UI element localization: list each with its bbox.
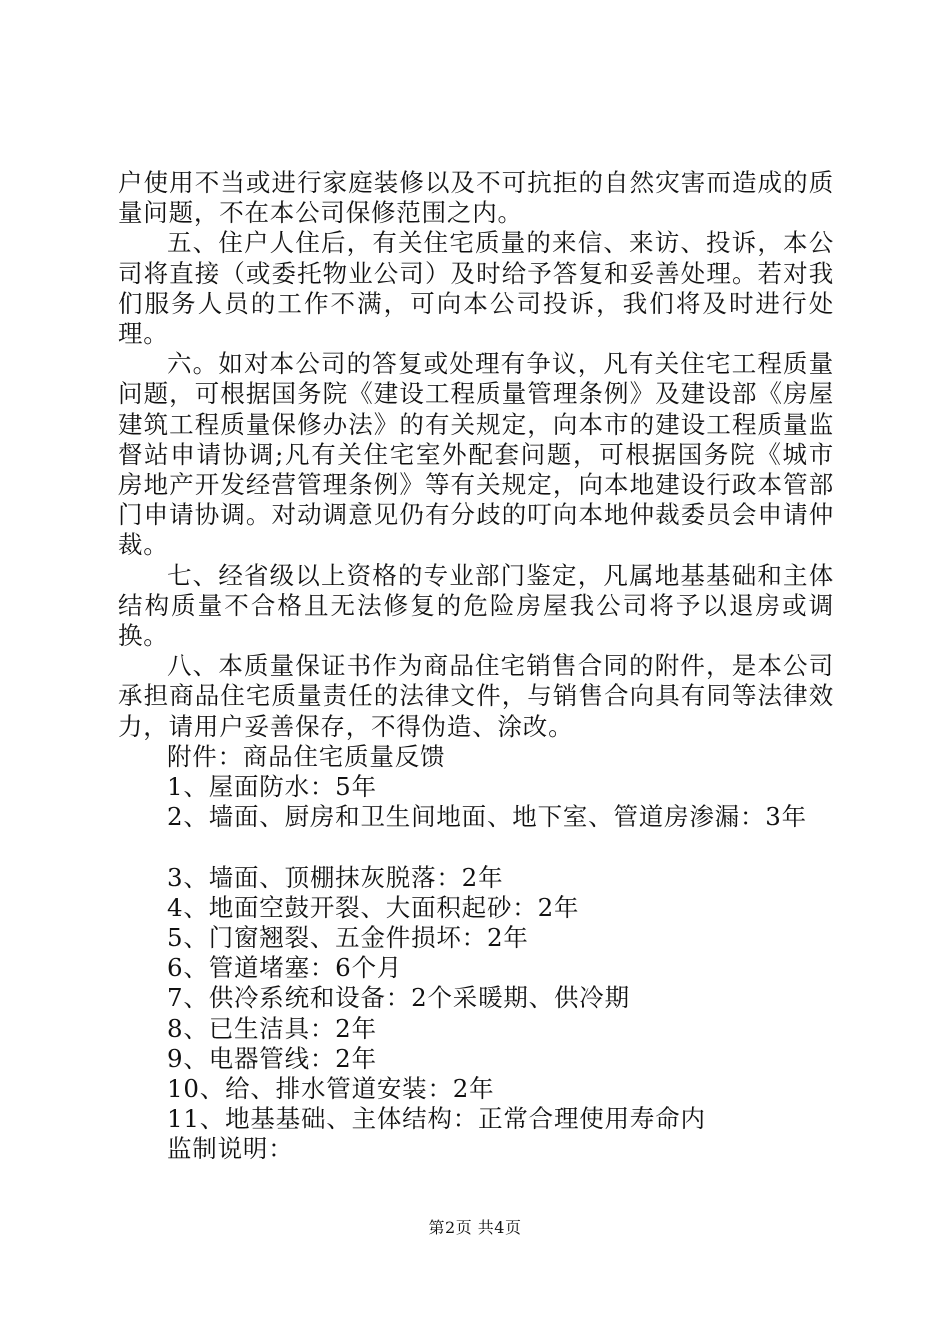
list-item: 4、地面空鼓开裂、大面积起砂：2年 — [167, 892, 580, 922]
paragraph-continued: 户使用不当或进行家庭装修以及不可抗拒的自然灾害而造成的质量问题，不在本公司保修范围之内。 — [118, 168, 834, 228]
list-item: 3、墙面、顶棚抹灰脱落：2年 — [167, 862, 504, 892]
list-item: 5、门窗翘裂、五金件损坏：2年 — [167, 923, 529, 953]
closing-heading: 监制说明： — [167, 1134, 294, 1164]
list-item: 1、屋面防水：5年 — [167, 772, 377, 802]
list-item: 10、给、排水管道安装：2年 — [167, 1074, 495, 1104]
document-body — [118, 168, 834, 1165]
list-item: 8、已生洁具：2年 — [167, 1013, 377, 1043]
page-number: 第2页 共4页 — [428, 1218, 522, 1237]
paragraph-clause-8: 八、本质量保证书作为商品住宅销售合同的附件，是本公司承担商品住宅质量责任的法律文件，与销售合向具有同等法律效力，请用户妥善保存，不得伪造、涂改。 — [118, 651, 834, 741]
list-item: 11、地基基础、主体结构：正常合理使用寿命内 — [167, 1104, 706, 1134]
list-item: 9、电器管线：2年 — [167, 1043, 377, 1073]
paragraph-clause-7: 七、经省级以上资格的专业部门鉴定，凡属地基基础和主体结构质量不合格且无法修复的危险房屋我公司将予以退房或调换。 — [118, 560, 834, 651]
list-item: 6、管道堵塞：6个月 — [167, 953, 403, 983]
paragraph-clause-5: 五、住户人住后，有关住宅质量的来信、来访、投诉，本公司将直接（或委托物业公司）及时给予答复和妥善处理。若对我们服务人员的工作不满，可向本公司投诉，我们将及时进行处理。 — [118, 228, 834, 349]
list-item: 7、供冷系统和设备：2个采暖期、供冷期 — [167, 983, 630, 1013]
list-item: 2、墙面、厨房和卫生间地面、地下室、管道房渗漏：3年 — [167, 802, 807, 832]
attachment-title: 附件：商品住宅质量反馈 — [167, 741, 446, 771]
paragraph-clause-6: 六。如对本公司的答复或处理有争议，凡有关住宅工程质量问题，可根据国务院《建设工程质量管理条例》及建设部《房屋建筑工程质量保修办法》的有关规定，向本市的建设工程质量监督站申请协调;凡有关住宅室外配套问题，可根据国务院《城市房地产开发经营管理条例》等有关规定，向本地建设行政本管部门申请协调。对动调意见仍有分歧的叮向本地仲裁委员会申请仲裁。 — [118, 349, 834, 560]
